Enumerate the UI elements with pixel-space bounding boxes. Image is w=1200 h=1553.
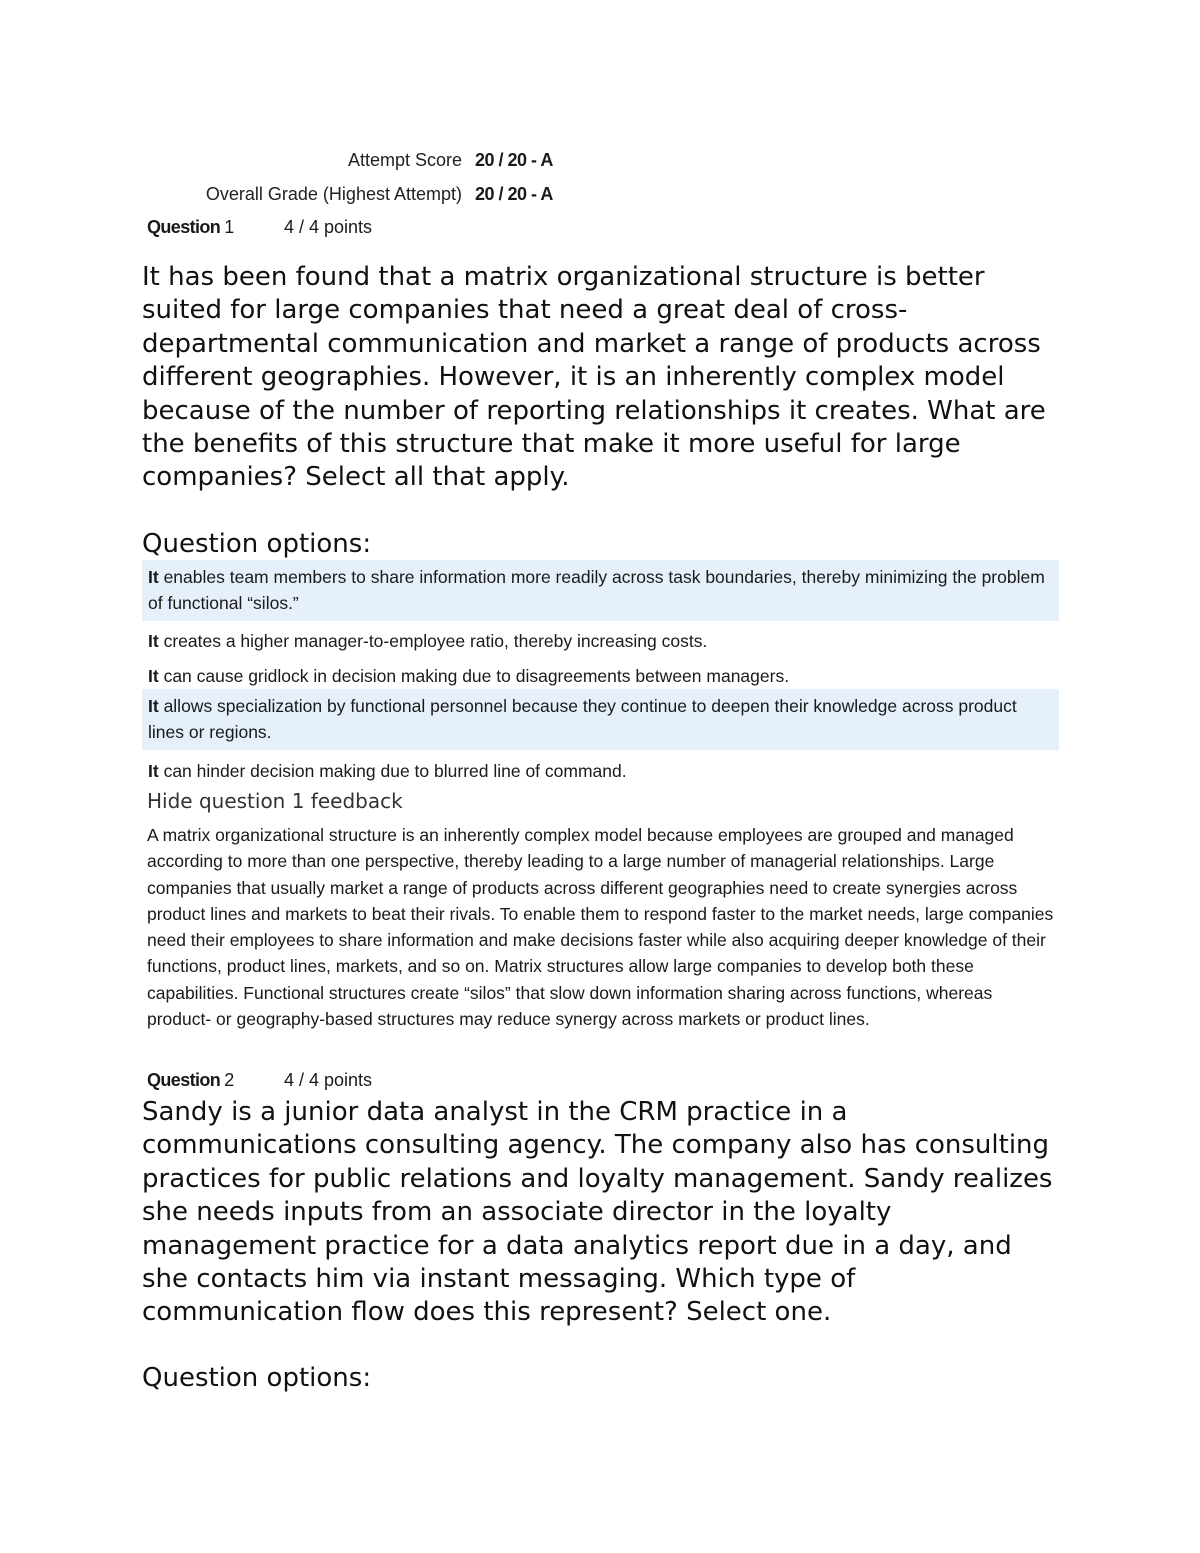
question-2-header: [147, 1067, 373, 1093]
question-label: Question: [147, 217, 221, 237]
overall-grade-label: Overall Grade (Highest Attempt): [205, 184, 462, 204]
question-1-option-3[interactable]: It can cause gridlock in decision making due to disagreements between managers.: [148, 666, 790, 686]
hide-feedback-link[interactable]: Hide question 1 feedback: [147, 789, 403, 813]
question-number: 1: [224, 217, 235, 237]
question-points: 4 / 4 points: [284, 1070, 373, 1090]
question-1-option-5[interactable]: It can hinder decision making due to blurred line of command.: [148, 761, 627, 781]
overall-grade-row: [0, 179, 1200, 209]
option-text: can hinder decision making due to blurred line of command.: [158, 761, 627, 781]
question-label: Question: [147, 1070, 221, 1090]
question-1-header: [147, 214, 373, 240]
attempt-score-value: 20 / 20 - A: [475, 150, 553, 170]
attempt-score-row: [0, 145, 1200, 175]
question-2-text: Sandy is a junior data analyst in the CRM practice in a communications consulting agency. The company also has consulting practices for public relations and loyalty management. Sandy realizes she needs inputs from an associate director in the loyalty management practice for a data analytics report due in a day, and she contacts him via instant messaging. Which type of communication flow does this represent? Select one.: [142, 1097, 1053, 1328]
question-1-option-1[interactable]: It enables team members to share information more readily across task boundaries, thereby minimizing the problem of functional “silos.”: [142, 560, 1059, 621]
question-number: 2: [224, 1070, 235, 1090]
question-2-options-label: Question options:: [142, 1363, 372, 1393]
option-text: allows specialization by functional personnel because they continue to deepen their knowledge across product lines or regions.: [148, 696, 1017, 742]
option-text: creates a higher manager-to-employee ratio, thereby increasing costs.: [158, 631, 708, 651]
question-1-text: It has been found that a matrix organizational structure is better suited for large companies that need a great deal of cross-departmental communication and market a range of products across different geographies. However, it is an inherently complex model because of the number of reporting relationships it creates. What are the benefits of this structure that make it more useful for large companies? Select all that apply.: [142, 262, 1046, 493]
question-1-option-2[interactable]: It creates a higher manager-to-employee ratio, thereby increasing costs.: [148, 631, 708, 651]
question-points: 4 / 4 points: [284, 217, 373, 237]
attempt-score-label: Attempt Score: [347, 150, 462, 170]
question-1-option-4[interactable]: It allows specialization by functional personnel because they continue to deepen their knowledge across product lines or regions.: [142, 689, 1059, 750]
option-text: can cause gridlock in decision making due to disagreements between managers.: [158, 666, 790, 686]
overall-grade-value: 20 / 20 - A: [475, 184, 553, 204]
question-1-options-label: Question options:: [142, 529, 372, 559]
question-1-feedback: A matrix organizational structure is an inherently complex model because employees are grouped and managed according to more than one perspective, thereby leading to a large number of managerial relationships. Large companies that usually market a range of products across different geographies need to create synergies across product lines and markets to beat their rivals. To enable them to respond faster to the market needs, large companies need their employees to share information and make decisions faster while also acquiring deeper knowledge of their functions, product lines, markets, and so on. Matrix structures allow large companies to develop both these capabilities. Functional structures create “silos” that slow down information sharing across functions, whereas product- or geography-based structures may reduce synergy across markets or product lines.: [147, 825, 1054, 1030]
option-text: enables team members to share information more readily across task boundaries, thereby minimizing the problem of functional “silos.”: [148, 567, 1045, 613]
